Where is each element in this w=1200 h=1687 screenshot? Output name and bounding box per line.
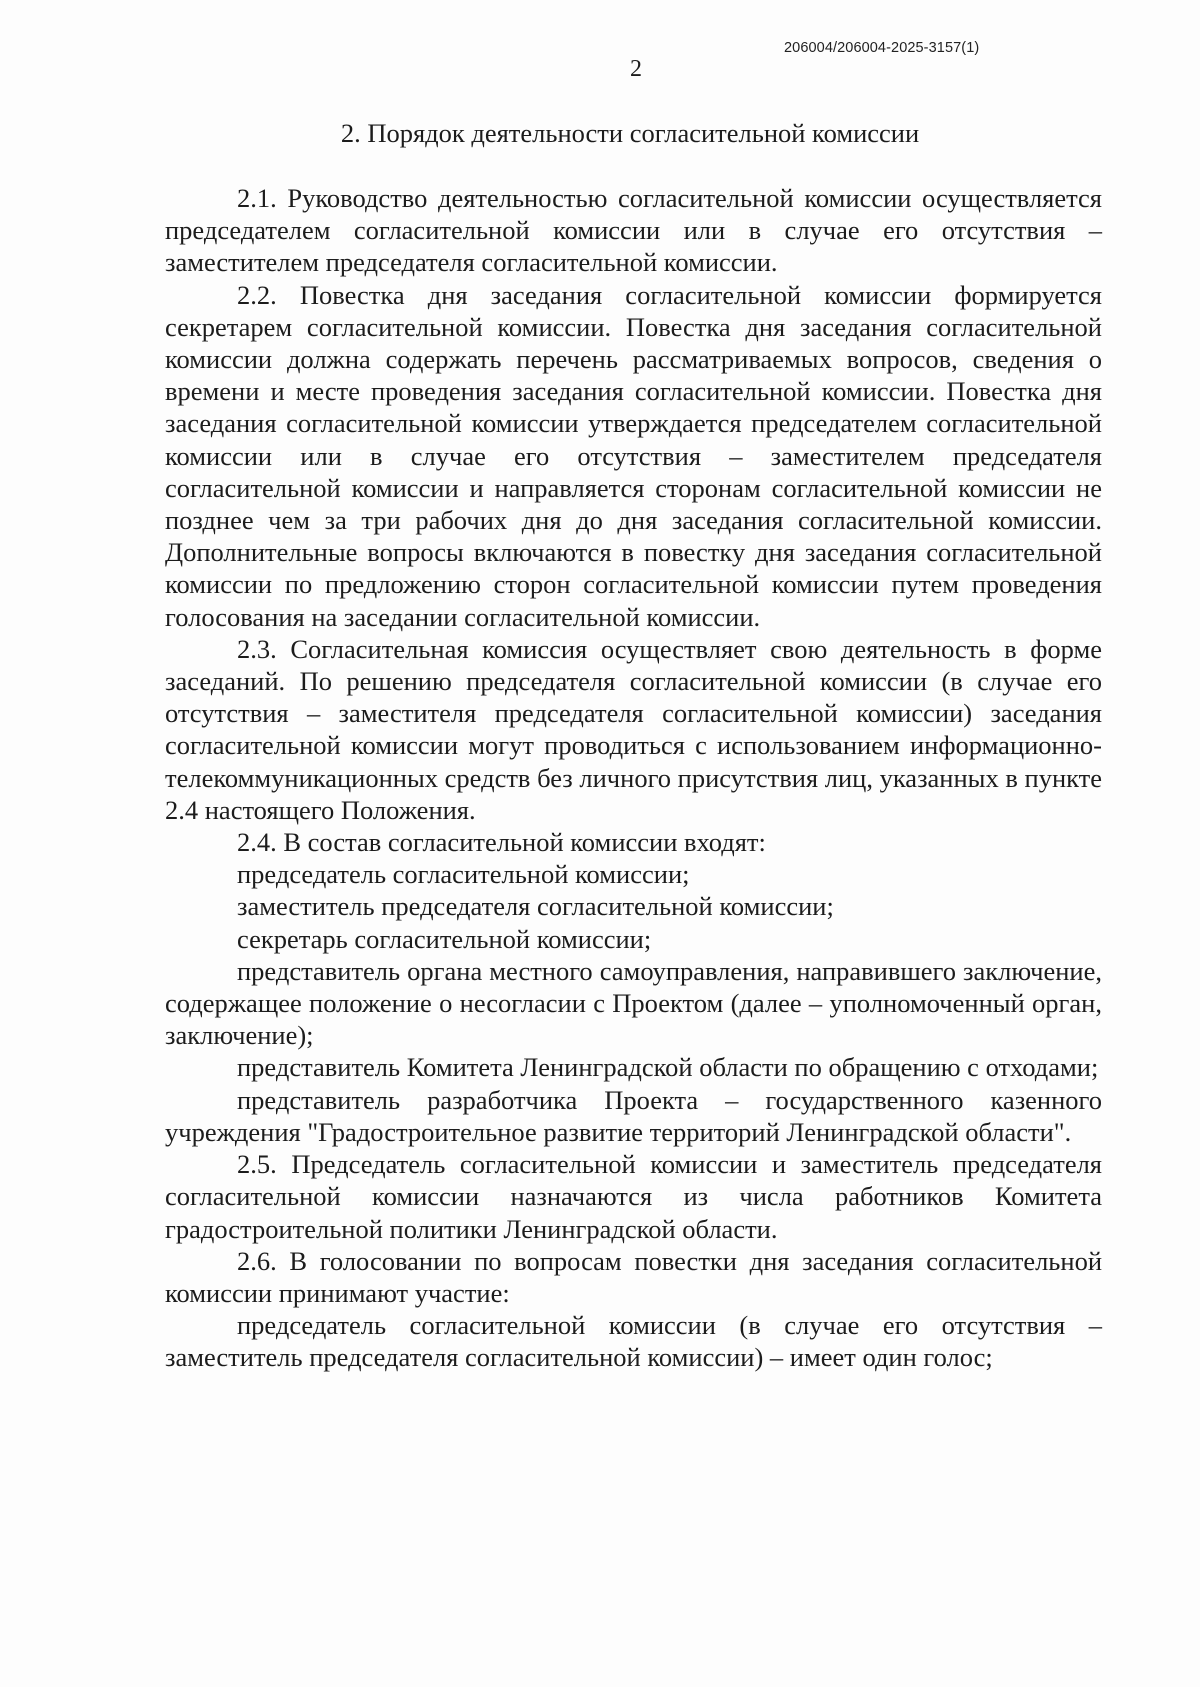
paragraph-2-4: 2.4. В состав согласительной комиссии входят: xyxy=(237,827,766,858)
member-item: председатель согласительной комиссии; xyxy=(237,859,690,890)
paragraph-2-2: 2.2. Повестка дня заседания согласительной комиссии формируется секретарем согласительной комиссии. Повестка дня заседания согласительной комиссии должна содержать перечень рассматриваемых вопросов, сведения о времени и месте проведения заседания согласительной комиссии. Повестка дня заседания согласительной комиссии утверждается председателем согласительной комиссии или в случае его отсутствия – заместителем председателя согласительной комиссии и направляется сторонам согласительной комиссии не позднее чем за три рабочих дня до дня заседания согласительной комиссии. Дополнительные вопросы включаются в повестку дня заседания согласительной комиссии по предложению сторон согласительной комиссии путем проведения голосования на заседании согласительной комиссии. xyxy=(165,279,1102,632)
section-title: 2. Порядок деятельности согласительной комиссии xyxy=(340,118,920,148)
member-item: секретарь согласительной комиссии; xyxy=(237,923,652,954)
member-item: заместитель председателя согласительной комиссии; xyxy=(237,891,834,922)
member-item: представитель органа местного самоуправления, направившего заключение, содержащее положение о несогласии с Проектом (далее – уполномоченный орган, заключение); xyxy=(165,955,1102,1051)
paragraph-2-1: 2.1. Руководство деятельностью согласительной комиссии осуществляется председателем согласительной комиссии или в случае его отсутствия – заместителем председателя согласительной комиссии. xyxy=(165,183,1102,278)
paragraph-2-6: 2.6. В голосовании по вопросам повестки дня заседания согласительной комиссии принимают участие: xyxy=(165,1245,1102,1308)
voting-item: председатель согласительной комиссии (в случае его отсутствия – заместитель председателя согласительной комиссии) – имеет один голос; xyxy=(165,1310,1102,1373)
page-number: 2 xyxy=(630,56,642,82)
document-registration-number: 206004/206004-2025-3157(1) xyxy=(784,40,980,56)
paragraph-2-5: 2.5. Председатель согласительной комиссии и заместитель председателя согласительной комиссии назначаются из числа работников Комитета градостроительной политики Ленинградской области. xyxy=(165,1149,1102,1244)
member-item: представитель Комитета Ленинградской области по обращению с отходами; xyxy=(237,1052,1099,1083)
paragraph-2-3: 2.3. Согласительная комиссия осуществляет свою деятельность в форме заседаний. По решению председателя согласительной комиссии (в случае его отсутствия – заместителя председателя согласительной комиссии) заседания согласительной комиссии могут проводиться с использованием информационно-телекоммуникационных средств без личного присутствия лиц, указанных в пункте 2.4 настоящего Положения. xyxy=(165,633,1102,825)
document-body xyxy=(165,182,1102,1374)
member-item: представитель разработчика Проекта – государственного казенного учреждения "Градостроительное развитие территорий Ленинградской области". xyxy=(165,1084,1102,1147)
